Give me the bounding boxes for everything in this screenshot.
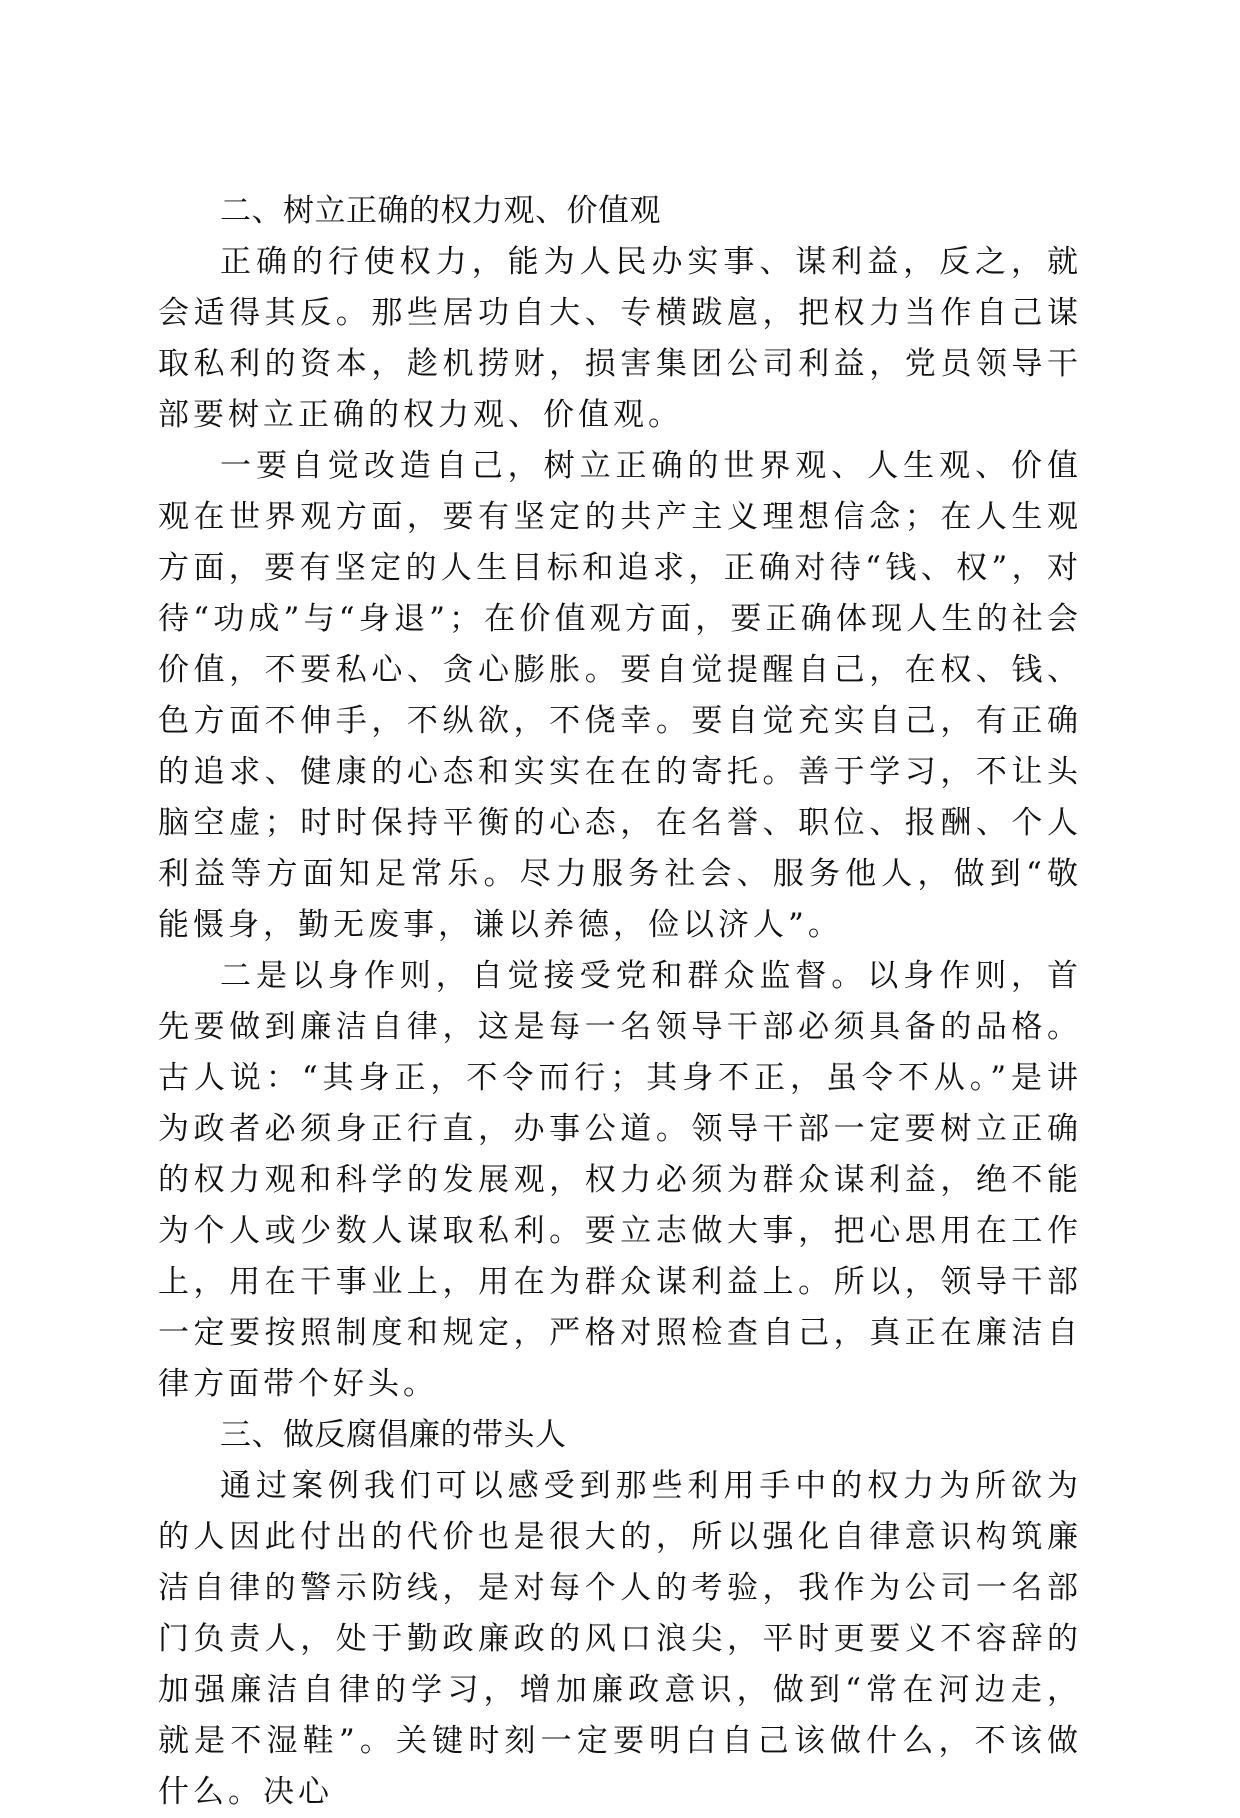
paragraph: 通过案例我们可以感受到那些利用手中的权力为所欲为的人因此付出的代价也是很大的，所以强化自律意识构筑廉洁自律的警示防线，是对每个人的考验，我作为公司一名部门负责人，处于勤政廉政的风口浪尖，平时更要义不容辞的加强廉洁自律的学习，增加廉政意识，做到“常在河边走，就是不湿鞋”。关键时刻一定要明白自己该做什么，不该做什么。决心 — [158, 1468, 1082, 1810]
section-heading: 三、做反腐倡廉的带头人 — [220, 1417, 567, 1453]
paragraph: 一要自觉改造自己，树立正确的世界观、人生观、价值观在世界观方面，要有坚定的共产主义理想信念；在人生观方面，要有坚定的人生目标和追求，正确对待“钱、权”，对待“功成”与“身退”；在价值观方面，要正确体现人生的社会价值，不要私心、贪心膨胀。要自觉提醒自己，在权、钱、色方面不伸手，不纵欲，不侥幸。要自觉充实自己，有正确的追求、健康的心态和实实在在的寄托。善于学习，不让头脑空虚；时时保持平衡的心态，在名誉、职位、报酬、个人利益等方面知足常乐。尽力服务社会、服务他人，做到“敬能慑身，勤无废事，谦以养德，俭以济人”。 — [158, 448, 1082, 943]
section-heading: 二、树立正确的权力观、价值观 — [220, 193, 661, 229]
document-page — [158, 186, 1082, 1818]
paragraph: 正确的行使权力，能为人民办实事、谋利益，反之，就会适得其反。那些居功自大、专横跋扈，把权力当作自己谋取私利的资本，趁机捞财，损害集团公司利益，党员领导干部要树立正确的权力观、价值观。 — [158, 244, 1082, 433]
paragraph: 二是以身作则，自觉接受党和群众监督。以身作则，首先要做到廉洁自律，这是每一名领导干部必须具备的品格。古人说：“其身正，不令而行；其身不正，虽令不从。”是讲为政者必须身正行直，办事公道。领导干部一定要树立正确的权力观和科学的发展观，权力必须为群众谋利益，绝不能为个人或少数人谋取私利。要立志做大事，把心思用在工作上，用在干事业上，用在为群众谋利益上。所以，领导干部一定要按照制度和规定，严格对照检查自己，真正在廉洁自律方面带个好头。 — [158, 958, 1082, 1402]
